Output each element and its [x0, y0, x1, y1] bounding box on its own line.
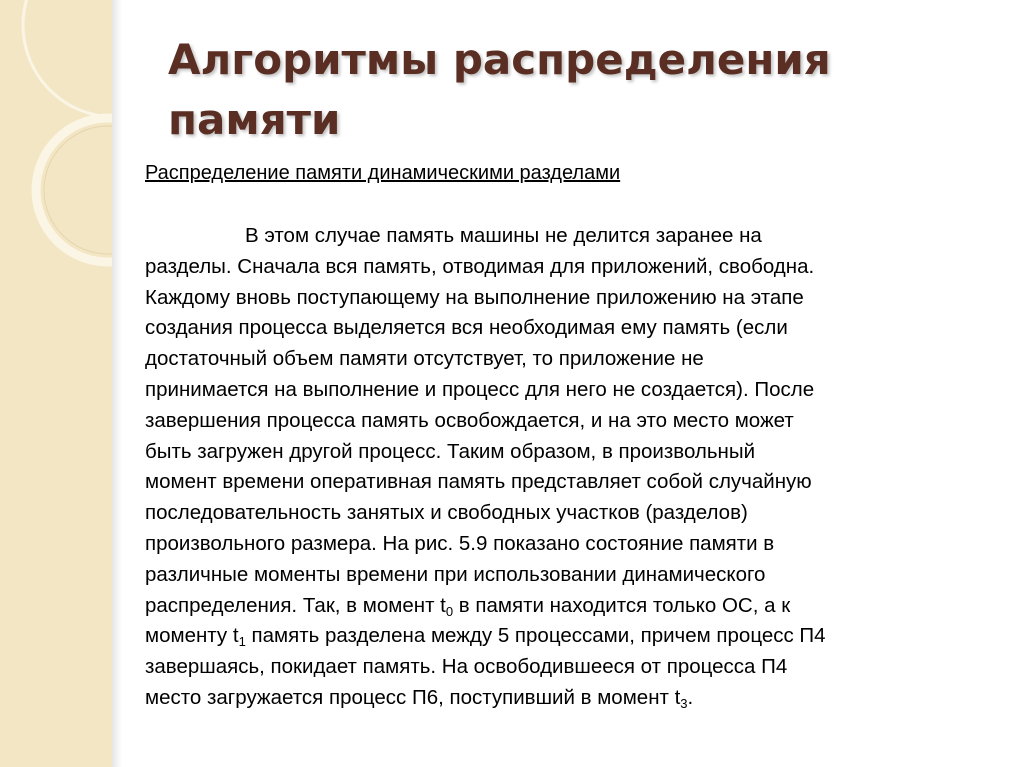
subscript: 3 [680, 695, 688, 711]
line-text: В этом случае память машины не делится заранее на [245, 224, 762, 247]
paragraph-line: создания процесса выделяется вся необходимая ему память (если [145, 316, 788, 340]
paragraph-line [145, 683, 1024, 714]
decorative-rings [0, 0, 112, 767]
paragraph-line: момент времени оперативная память представляет собой случайную [145, 470, 812, 494]
paragraph-line: достаточный объем памяти отсутствует, то приложение не [145, 347, 704, 371]
line-text: память разделена между 5 процессами, причем процесс П4 [245, 624, 826, 648]
title-line-2: памяти [168, 95, 341, 144]
subscript: 1 [238, 634, 246, 650]
line-text: моменту t [145, 624, 239, 648]
paragraph-line [145, 221, 1024, 252]
slide-title [168, 30, 988, 150]
title-line-1: Алгоритмы распределения [168, 35, 831, 84]
paragraph-line: завершаясь, покидает память. На освободившееся от процесса П4 [145, 655, 788, 679]
slide-subtitle: Распределение памяти динамическими разделами [145, 162, 621, 184]
side-band-shadow [112, 0, 122, 767]
paragraph-line [145, 591, 1024, 622]
line-text: распределения. Так, в момент t [145, 593, 446, 617]
paragraph-line: завершения процесса память освобождается, и на это место может [145, 408, 794, 432]
line-text: . [687, 685, 694, 709]
line-text: место загружается процесс П6, поступивший в момент t [145, 685, 681, 709]
paragraph-line: принимается на выполнение и процесс для него не создается). После [145, 377, 815, 401]
paragraph-line: различные моменты времени при использовании динамического [145, 562, 766, 586]
paragraph-line: быть загружен другой процесс. Таким образом, в произвольный [145, 439, 756, 463]
paragraph-line: произвольного размера. На рис. 5.9 показано состояние памяти в [145, 531, 775, 555]
paragraph-line: разделы. Сначала вся память, отводимая для приложений, свободна. [145, 254, 815, 278]
paragraph-line: последовательность занятых и свободных участков (разделов) [145, 501, 748, 525]
paragraph-line [145, 621, 1024, 652]
body-paragraph [145, 221, 1024, 714]
decorative-side-band [0, 0, 112, 767]
subscript: 0 [445, 603, 454, 619]
paragraph-line: Каждому вновь поступающему на выполнение приложению на этапе [145, 285, 804, 309]
line-text: в памяти находится только ОС, а к [453, 593, 791, 617]
